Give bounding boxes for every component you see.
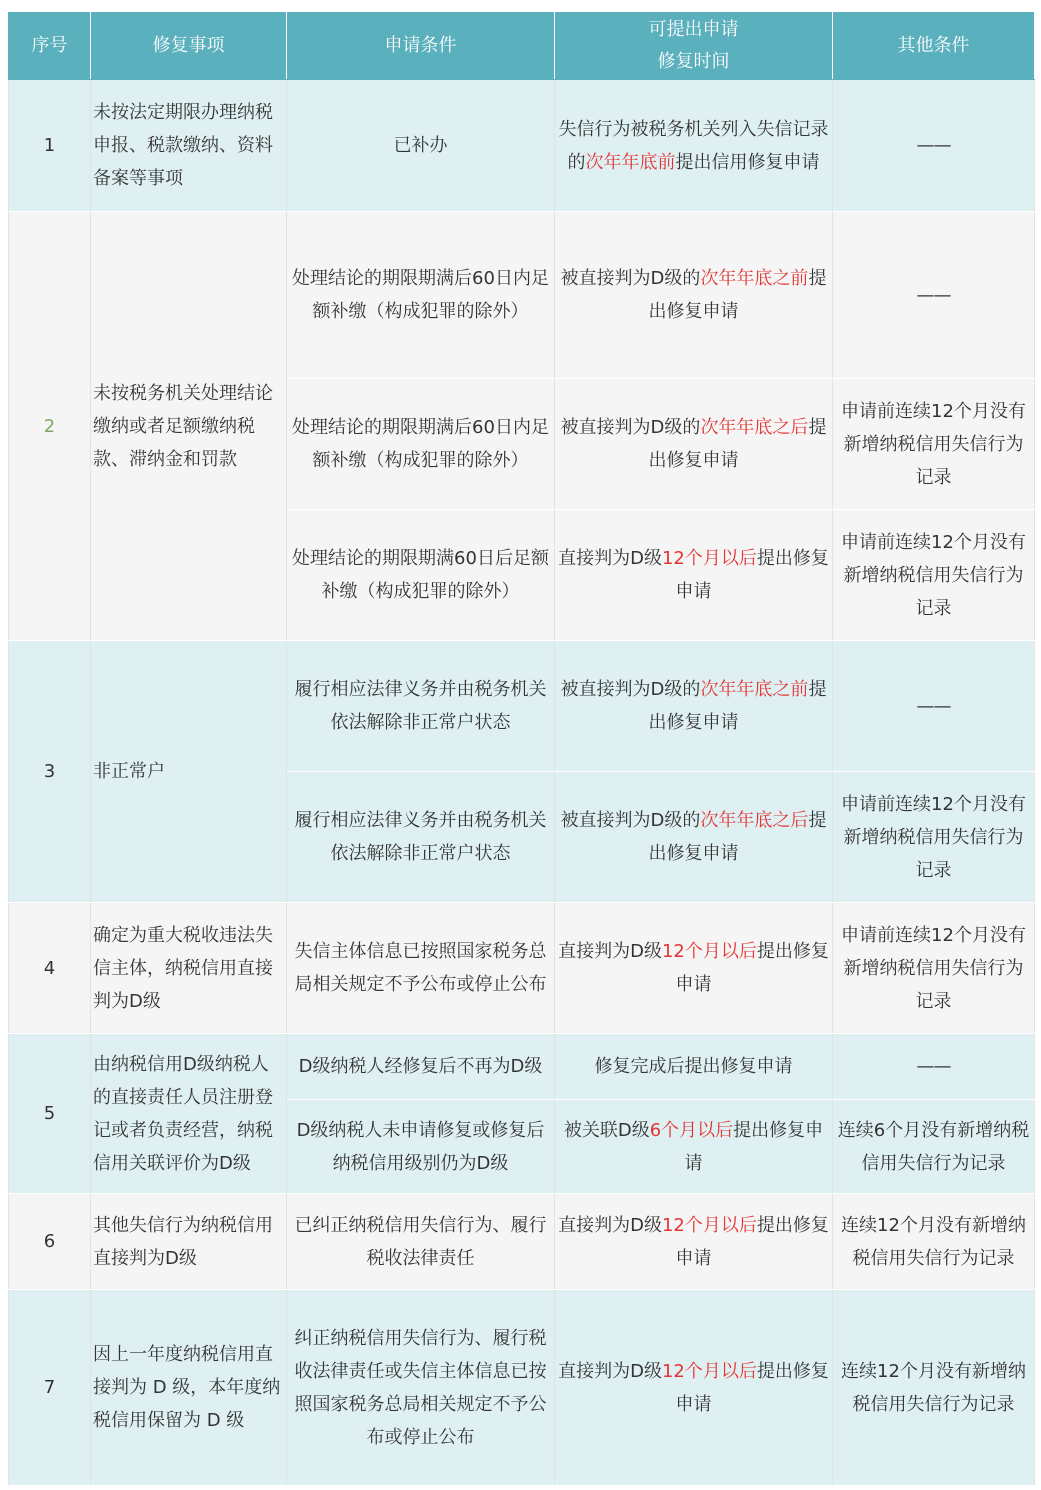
repair-item: 未按法定期限办理纳税申报、税款缴纳、资料备案等事项 — [91, 80, 287, 212]
time-text: 被关联D级 — [563, 1119, 650, 1141]
time-text: 直接判为D级 — [558, 941, 662, 962]
time-text: 提出修复申请 — [675, 1214, 829, 1269]
repair-time — [555, 1290, 833, 1486]
header-other: 其他条件 — [833, 13, 1035, 80]
time-highlight: 次年年底前 — [585, 151, 676, 173]
time-highlight: 12个月以后 — [661, 941, 757, 962]
repair-item: 非正常户 — [91, 641, 287, 903]
other-condition: 申请前连续12个月没有新增纳税信用失信行为记录 — [833, 379, 1035, 510]
repair-time — [555, 379, 833, 510]
repair-time — [555, 903, 833, 1034]
time-highlight: 次年年底之前 — [700, 679, 809, 700]
time-text: 直接判为D级 — [558, 1214, 662, 1236]
table-row — [9, 1194, 1035, 1290]
table-row — [9, 1034, 1035, 1100]
time-text: 提出修复申请 — [648, 679, 827, 733]
apply-condition: 履行相应法律义务并由税务机关依法解除非正常户状态 — [287, 641, 555, 772]
repair-item: 确定为重大税收违法失信主体，纳税信用直接判为D级 — [91, 903, 287, 1034]
repair-time — [555, 510, 833, 641]
other-condition: —— — [833, 212, 1035, 379]
other-condition: 连续12个月没有新增纳税信用失信行为记录 — [833, 1290, 1035, 1486]
apply-condition: 处理结论的期限期满60日后足额补缴（构成犯罪的除外） — [287, 510, 555, 641]
repair-time — [555, 80, 833, 212]
repair-item: 其他失信行为纳税信用直接判为D级 — [91, 1194, 287, 1290]
time-text: 提出修复申请 — [675, 1360, 829, 1415]
other-condition: 连续6个月没有新增纳税信用失信行为记录 — [833, 1100, 1035, 1194]
table-row — [9, 641, 1035, 772]
row-num: 5 — [9, 1034, 91, 1194]
row-num: 7 — [9, 1290, 91, 1486]
time-text: 直接判为D级 — [558, 1360, 662, 1382]
header-time-line2: 修复时间 — [657, 51, 730, 72]
other-condition: 申请前连续12个月没有新增纳税信用失信行为记录 — [833, 772, 1035, 903]
repair-item: 由纳税信用D级纳税人的直接责任人员注册登记或者负责经营，纳税信用关联评价为D级 — [91, 1034, 287, 1194]
table-row — [9, 1290, 1035, 1486]
repair-time — [555, 641, 833, 772]
time-text: 提出修复申请 — [648, 268, 827, 322]
time-highlight: 12个月以后 — [661, 548, 757, 569]
time-highlight: 次年年底之后 — [700, 417, 809, 438]
apply-condition: 履行相应法律义务并由税务机关依法解除非正常户状态 — [287, 772, 555, 903]
repair-time — [555, 772, 833, 903]
time-text: 提出修复申请 — [648, 810, 827, 864]
table-row — [9, 212, 1035, 379]
repair-time — [555, 1100, 833, 1194]
repair-time — [555, 1194, 833, 1290]
header-condition: 申请条件 — [287, 13, 555, 80]
time-text: 被直接判为D级的 — [560, 679, 701, 700]
other-condition: —— — [833, 1034, 1035, 1100]
time-text: 直接判为D级 — [558, 548, 662, 569]
time-highlight: 12个月以后 — [661, 1360, 757, 1382]
header-row — [9, 13, 1035, 80]
tax-credit-repair-table — [8, 12, 1035, 1486]
repair-time — [555, 212, 833, 379]
time-text: 失信行为被税务机关列入失信记录的 — [558, 118, 829, 173]
apply-condition: D级纳税人未申请修复或修复后纳税信用级别仍为D级 — [287, 1100, 555, 1194]
header-time — [555, 13, 833, 80]
repair-item: 未按税务机关处理结论缴纳或者足额缴纳税款、滞纳金和罚款 — [91, 212, 287, 641]
apply-condition: 处理结论的期限期满后60日内足额补缴（构成犯罪的除外） — [287, 379, 555, 510]
row-num: 6 — [9, 1194, 91, 1290]
header-num: 序号 — [9, 13, 91, 80]
row-num: 1 — [9, 80, 91, 212]
apply-condition: 已补办 — [287, 80, 555, 212]
header-item: 修复事项 — [91, 13, 287, 80]
other-condition: 连续12个月没有新增纳税信用失信行为记录 — [833, 1194, 1035, 1290]
other-condition: 申请前连续12个月没有新增纳税信用失信行为记录 — [833, 903, 1035, 1034]
time-text: 提出修复申请 — [675, 548, 829, 602]
table-row — [9, 80, 1035, 212]
table-row — [9, 903, 1035, 1034]
row-num: 4 — [9, 903, 91, 1034]
apply-condition: 失信主体信息已按照国家税务总局相关规定不予公布或停止公布 — [287, 903, 555, 1034]
other-condition: 申请前连续12个月没有新增纳税信用失信行为记录 — [833, 510, 1035, 641]
time-highlight: 6个月以后 — [649, 1119, 734, 1141]
header-time-line1: 可提出申请 — [648, 19, 739, 40]
other-condition: —— — [833, 80, 1035, 212]
row-num: 2 — [9, 212, 91, 641]
repair-time: 修复完成后提出修复申请 — [555, 1034, 833, 1100]
other-condition: —— — [833, 641, 1035, 772]
time-highlight: 次年年底之前 — [700, 268, 809, 289]
time-text: 被直接判为D级的 — [560, 268, 701, 289]
time-highlight: 次年年底之后 — [700, 810, 809, 831]
time-text: 提出修复申请 — [648, 417, 827, 471]
repair-item: 因上一年度纳税信用直接判为 D 级，本年度纳税信用保留为 D 级 — [91, 1290, 287, 1486]
time-text: 提出信用修复申请 — [675, 151, 820, 173]
time-text: 被直接判为D级的 — [560, 417, 701, 438]
row-num: 3 — [9, 641, 91, 903]
apply-condition: 纠正纳税信用失信行为、履行税收法律责任或失信主体信息已按照国家税务总局相关规定不予公布或停止公布 — [287, 1290, 555, 1486]
time-highlight: 12个月以后 — [661, 1214, 757, 1236]
time-text: 被直接判为D级的 — [560, 810, 701, 831]
apply-condition: 处理结论的期限期满后60日内足额补缴（构成犯罪的除外） — [287, 212, 555, 379]
apply-condition: 已纠正纳税信用失信行为、履行税收法律责任 — [287, 1194, 555, 1290]
apply-condition: D级纳税人经修复后不再为D级 — [287, 1034, 555, 1100]
time-text: 提出修复申请 — [675, 941, 829, 995]
time-text: 提出修复申请 — [684, 1119, 824, 1174]
